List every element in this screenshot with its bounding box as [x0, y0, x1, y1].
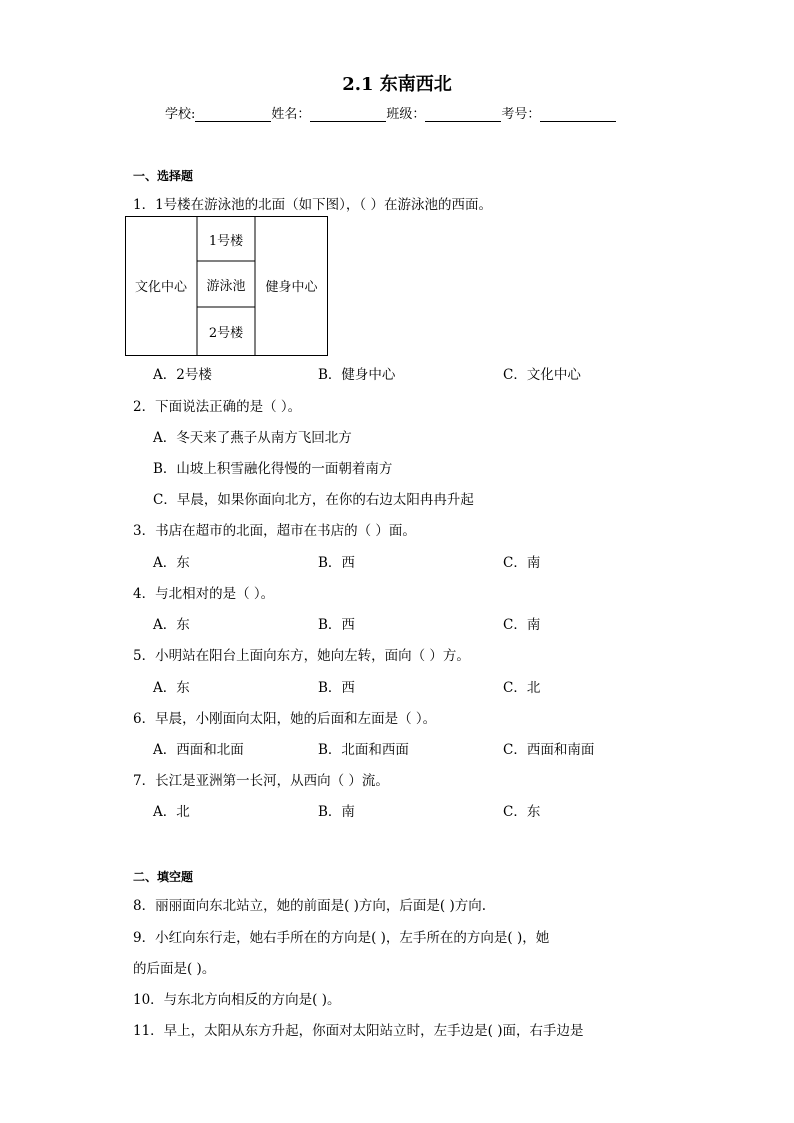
q5-option-c[interactable]: C．北	[503, 680, 541, 696]
q4-option-c[interactable]: C．南	[503, 617, 541, 633]
q1-option-a[interactable]: A．2号楼	[153, 367, 212, 383]
q2-option-b[interactable]: B．山坡上积雪融化得慢的一面朝着南方	[153, 461, 393, 477]
q3-option-c[interactable]: C．南	[503, 555, 541, 571]
exam-no-blank[interactable]	[540, 107, 616, 122]
question-9-continued: 的后面是( )。	[133, 961, 216, 977]
q5-option-a[interactable]: A．东	[153, 680, 190, 696]
exam-no-label: 考号：	[501, 107, 541, 122]
q6-option-a[interactable]: A．西面和北面	[153, 742, 244, 758]
question-1-figure	[125, 216, 328, 356]
class-blank[interactable]	[425, 107, 501, 122]
q7-option-a[interactable]: A．北	[153, 804, 190, 820]
cell-culture-center: 文化中心	[134, 280, 187, 295]
question-4: 4．与北相对的是（ ）。	[133, 586, 275, 602]
cell-swimming-pool: 游泳池	[206, 279, 246, 294]
question-10: 10．与东北方向相反的方向是( )。	[133, 992, 341, 1008]
q7-option-b[interactable]: B．南	[318, 804, 355, 820]
question-1: 1．1号楼在游泳池的北面（如下图），（ ）在游泳池的西面。	[133, 197, 492, 213]
school-label: 学校:	[165, 107, 196, 122]
q5-option-b[interactable]: B．西	[318, 680, 355, 696]
cell-building-2: 2号楼	[208, 326, 244, 341]
q3-option-b[interactable]: B．西	[318, 555, 355, 571]
cell-building-1: 1号楼	[208, 234, 244, 249]
question-9: 9．小红向东行走，她右手所在的方向是( )，左手所在的方向是( )，她	[133, 930, 550, 946]
school-blank[interactable]	[195, 107, 271, 122]
section-heading-choice: 一、选择题	[133, 169, 194, 183]
class-label: 班级：	[386, 107, 426, 122]
question-7: 7．长江是亚洲第一长河，从西向（ ）流。	[133, 773, 389, 789]
section-heading-fill: 二、填空题	[133, 870, 194, 884]
q3-option-a[interactable]: A．东	[153, 555, 190, 571]
q1-option-c[interactable]: C．文化中心	[503, 367, 581, 383]
q6-option-c[interactable]: C．西面和南面	[503, 742, 595, 758]
question-6: 6．早晨，小刚面向太阳，她的后面和左面是（ ）。	[133, 711, 437, 727]
page-title: 2.1 东南西北	[342, 74, 452, 95]
question-5: 5．小明站在阳台上面向东方，她向左转，面向（ ）方。	[133, 648, 470, 664]
q6-option-b[interactable]: B．北面和西面	[318, 742, 409, 758]
name-blank[interactable]	[310, 107, 386, 122]
question-8: 8．丽丽面向东北站立，她的前面是( )方向，后面是( )方向.	[133, 898, 487, 914]
q2-option-c[interactable]: C．早晨，如果你面向北方，在你的右边太阳冉冉升起	[153, 492, 474, 508]
question-2: 2．下面说法正确的是（ ）。	[133, 399, 302, 415]
q4-option-a[interactable]: A．东	[153, 617, 190, 633]
question-3: 3．书店在超市的北面，超市在书店的（ ）面。	[133, 523, 416, 539]
q7-option-c[interactable]: C．东	[503, 804, 541, 820]
student-info-line	[165, 103, 616, 122]
name-label: 姓名：	[271, 107, 311, 122]
q2-option-a[interactable]: A．冬天来了燕子从南方飞回北方	[153, 430, 352, 446]
q1-option-b[interactable]: B．健身中心	[318, 367, 396, 383]
q4-option-b[interactable]: B．西	[318, 617, 355, 633]
cell-fitness-center: 健身中心	[265, 280, 318, 295]
question-11: 11．早上，太阳从东方升起，你面对太阳站立时，左手边是( )面，右手边是	[133, 1023, 584, 1039]
